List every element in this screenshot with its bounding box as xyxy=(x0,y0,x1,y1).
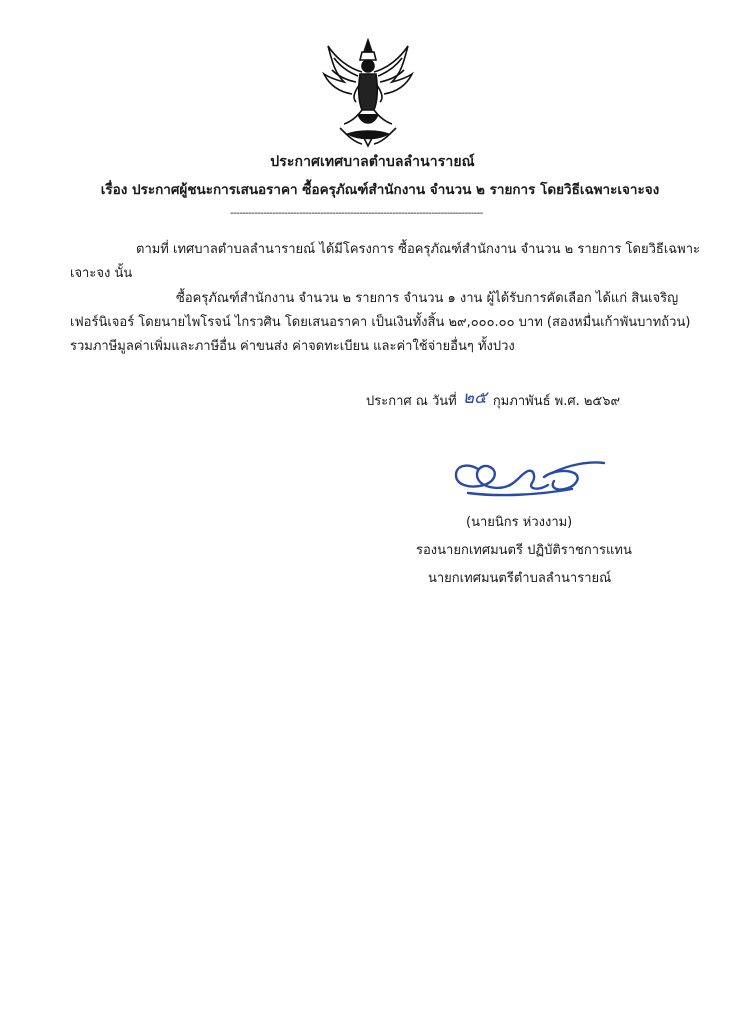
signer-position-1: รองนายกเทศมนตรี ปฏิบัติราชการแทน xyxy=(416,543,632,558)
garuda-emblem-icon xyxy=(318,38,418,148)
signer-position-2: นายกเทศมนตรีตำบลลำนารายณ์ xyxy=(428,571,612,586)
paragraph-2-line-3: รวมภาษีมูลค่าเพิ่มและภาษีอื่น ค่าขนส่ง ค่าจดทะเบียน และค่าใช้จ่ายอื่นๆ ทั้งปวง xyxy=(70,339,515,354)
handwritten-signature-icon xyxy=(448,455,608,503)
paragraph-1-line-2: เจาะจง นั้น xyxy=(70,266,133,281)
paragraph-2-line-2: เฟอร์นิเจอร์ โดยนายไพโรจน์ ไกรวศิน โดยเสนอราคา เป็นเงินทั้งสิ้น ๒๙,๐๐๐.๐๐ บาท (สองหมื่นเก้าพันบาทถ้วน) xyxy=(70,315,691,330)
paragraph-2-line-1: ซื้อครุภัณฑ์สำนักงาน จำนวน ๒ รายการ จำนวน ๑ งาน ผู้ได้รับการคัดเลือก ได้แก่ สินเจริญ xyxy=(176,291,679,306)
announcement-date xyxy=(366,386,620,413)
date-prefix: ประกาศ ณ วันที่ xyxy=(366,394,457,409)
announcement-org-title: ประกาศเทศบาลตำบลลำนารายณ์ xyxy=(270,154,475,170)
header-divider: ------------------------------------------------------------------------------------ xyxy=(230,209,483,219)
paragraph-1-line-1: ตามที่ เทศบาลตำบลลำนารายณ์ ได้มีโครงการ ซื้อครุภัณฑ์สำนักงาน จำนวน ๒ รายการ โดยวิธีเฉพาะ xyxy=(136,242,700,257)
announcement-subject: เรื่อง ประกาศผู้ชนะการเสนอราคา ซื้อครุภัณฑ์สำนักงาน จำนวน ๒ รายการ โดยวิธีเฉพาะเจาะจง xyxy=(100,182,660,198)
date-day-handwritten: ๒๕ xyxy=(462,388,487,408)
date-month-year: กุมภาพันธ์ พ.ศ. ๒๕๖๙ xyxy=(492,394,621,409)
signer-name: (นายนิกร ห่วงงาม) xyxy=(466,515,573,530)
